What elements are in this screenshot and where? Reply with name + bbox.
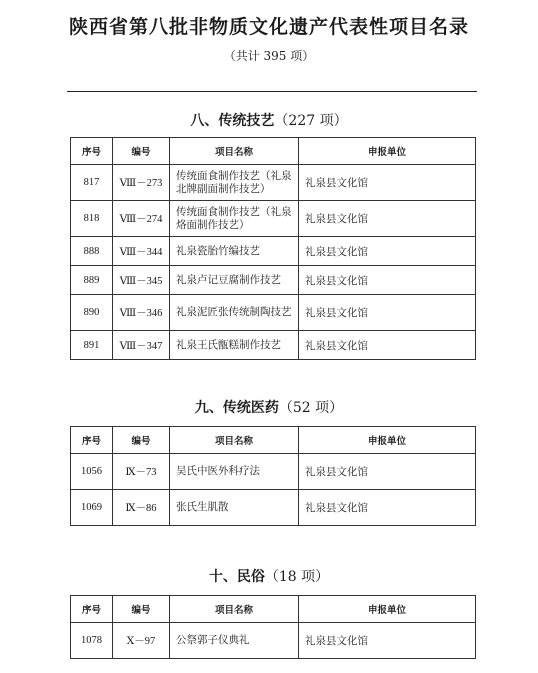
table-header-row (71, 596, 476, 623)
cell-name: 礼泉瓷胎竹编技艺 (170, 237, 299, 266)
cell-unit: 礼泉县文化馆 (299, 454, 476, 490)
page-subtitle: （共计 395 项） (223, 49, 315, 63)
table-row (71, 454, 476, 490)
header-code: 编号 (113, 138, 170, 165)
section-heading-label: 八、传统技艺 (190, 113, 275, 129)
section-heading-count: （18 项） (264, 569, 330, 585)
cell-unit: 礼泉县文化馆 (299, 165, 476, 201)
cell-name: 公祭郭子仪典礼 (170, 623, 299, 659)
cell-code: Ⅷ－344 (113, 237, 170, 266)
cell-code: Ⅷ－345 (113, 266, 170, 295)
section-heading-label: 九、传统医药 (194, 400, 279, 416)
cell-code: Ⅷ－347 (113, 331, 170, 360)
cell-code: Ⅷ－274 (113, 201, 170, 237)
section-heading-folk-customs (0, 566, 538, 586)
header-unit: 申报单位 (299, 138, 476, 165)
section-heading-label: 十、民俗 (208, 569, 265, 585)
cell-code: Ⅷ－273 (113, 165, 170, 201)
cell-name: 吴氏中医外科疗法 (170, 454, 299, 490)
cell-name: 礼泉王氏甑糕制作技艺 (170, 331, 299, 360)
cell-unit: 礼泉县文化馆 (299, 237, 476, 266)
cell-unit: 礼泉县文化馆 (299, 295, 476, 331)
cell-name: 张氏生肌散 (170, 490, 299, 526)
table-folk-customs (70, 595, 476, 659)
table-row (71, 490, 476, 526)
cell-unit: 礼泉县文化馆 (299, 331, 476, 360)
table-header-row (71, 138, 476, 165)
cell-seq: 888 (71, 237, 113, 266)
header-seq: 序号 (71, 138, 113, 165)
table-traditional-medicine (70, 426, 476, 526)
cell-code: Ⅷ－346 (113, 295, 170, 331)
table-row (71, 237, 476, 266)
cell-name: 礼泉卢记豆腐制作技艺 (170, 266, 299, 295)
cell-unit: 礼泉县文化馆 (299, 490, 476, 526)
table-row (71, 331, 476, 360)
cell-code: Ⅸ－86 (113, 490, 170, 526)
cell-name: 礼泉泥匠张传统制陶技艺 (170, 295, 299, 331)
table-row (71, 201, 476, 237)
header-code: 编号 (113, 427, 170, 454)
header-name: 项目名称 (170, 427, 299, 454)
table-header-row (71, 427, 476, 454)
cell-unit: 礼泉县文化馆 (299, 623, 476, 659)
section-heading-count: （227 项） (274, 113, 348, 129)
cell-seq: 890 (71, 295, 113, 331)
header-name: 项目名称 (170, 138, 299, 165)
section-heading-traditional-crafts (0, 110, 538, 130)
cell-seq: 818 (71, 201, 113, 237)
header-code: 编号 (113, 596, 170, 623)
table-row (71, 623, 476, 659)
cell-seq: 1078 (71, 623, 113, 659)
cell-code: Ⅹ－97 (113, 623, 170, 659)
section-heading-traditional-medicine (0, 397, 538, 417)
header-unit: 申报单位 (299, 427, 476, 454)
title-divider (67, 91, 477, 92)
table-row (71, 165, 476, 201)
table-row (71, 266, 476, 295)
cell-seq: 1056 (71, 454, 113, 490)
cell-seq: 891 (71, 331, 113, 360)
page-title: 陕西省第八批非物质文化遗产代表性项目名录 (68, 16, 469, 38)
cell-name: 传统面食制作技艺（礼泉烙面制作技艺） (170, 201, 299, 237)
cell-unit: 礼泉县文化馆 (299, 201, 476, 237)
header-unit: 申报单位 (299, 596, 476, 623)
cell-seq: 1069 (71, 490, 113, 526)
header-seq: 序号 (71, 596, 113, 623)
cell-seq: 889 (71, 266, 113, 295)
header-seq: 序号 (71, 427, 113, 454)
cell-seq: 817 (71, 165, 113, 201)
cell-code: Ⅸ－73 (113, 454, 170, 490)
cell-unit: 礼泉县文化馆 (299, 266, 476, 295)
table-row (71, 295, 476, 331)
header-name: 项目名称 (170, 596, 299, 623)
cell-name: 传统面食制作技艺（礼泉北牌副面制作技艺） (170, 165, 299, 201)
table-traditional-crafts (70, 137, 476, 360)
section-heading-count: （52 项） (278, 400, 344, 416)
